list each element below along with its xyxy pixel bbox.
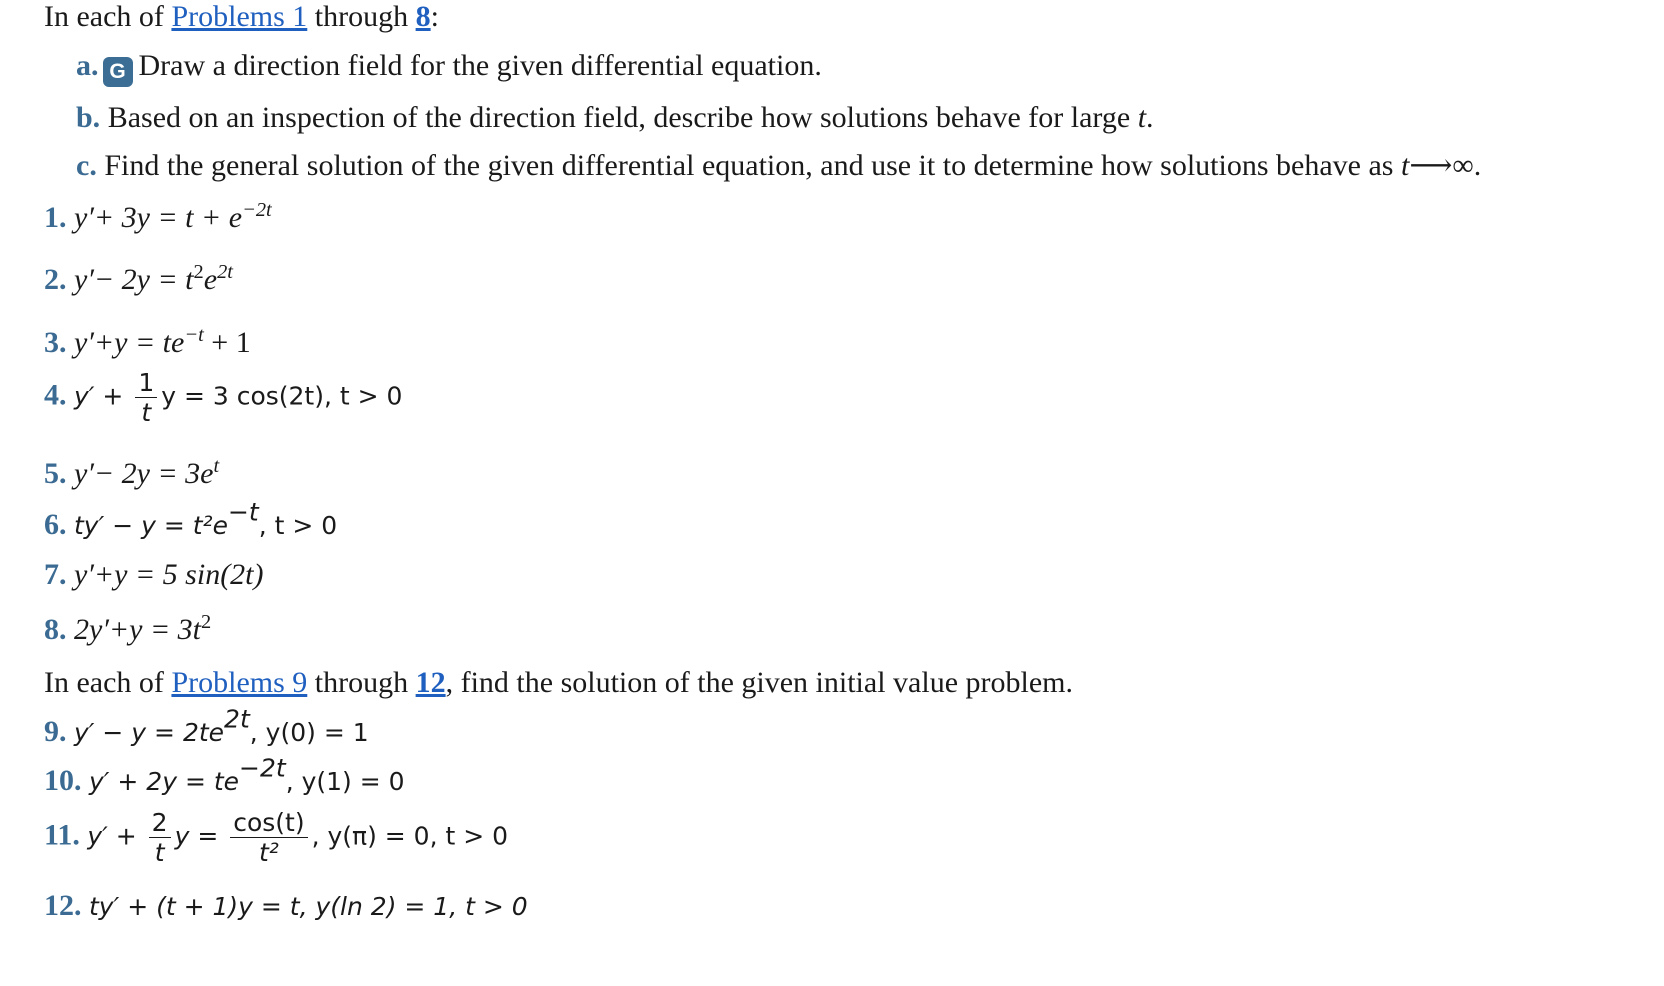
problem-number: 4. (44, 378, 67, 412)
intro-problems-1-8 (44, 2, 439, 32)
problem-7 (44, 560, 264, 590)
problem-12-link[interactable]: 12 (415, 666, 446, 699)
part-b-text: Based on an inspection of the direction field, describe how solutions behave for large (107, 101, 1138, 134)
problem-number: 3. (44, 326, 67, 359)
part-a-label: a. (76, 49, 99, 82)
equation-lhs: y′ + 2y = te (89, 767, 240, 796)
equation-lhs: y′+y = 5 sin(2t) (74, 558, 264, 591)
problem-6 (44, 497, 338, 541)
part-c-infinity: ∞ (1452, 149, 1474, 182)
equation-lhs: y′ + (87, 821, 145, 851)
equation-lhs: y′ − y = 2te (74, 718, 225, 747)
part-b (76, 103, 1154, 133)
equation-lhs: y′ + (74, 381, 132, 411)
problem-3 (44, 323, 251, 359)
problems-9-link[interactable]: Problems 9 (171, 666, 308, 699)
part-a (76, 51, 822, 87)
intro-suffix: , find the solution of the given initial value problem. (445, 666, 1073, 699)
part-c-label: c. (76, 149, 97, 182)
part-c-end: . (1473, 149, 1482, 182)
problem-number: 9. (44, 715, 67, 748)
fraction (135, 370, 157, 425)
problem-5 (44, 454, 220, 490)
part-b-end: . (1146, 101, 1154, 134)
equation-lhs: y′+y = te (74, 326, 185, 359)
intro-middle: through (307, 0, 416, 33)
equation-exponent: 2t (224, 704, 250, 734)
equation-lhs: y′− 2y = 3e (74, 457, 214, 490)
problem-1 (44, 198, 272, 234)
equation-mid: y = (174, 821, 227, 851)
fraction-numerator: 1 (135, 370, 157, 398)
fraction (149, 810, 171, 865)
fraction-denominator: t (141, 398, 152, 427)
equation-rhs: + 1 (203, 326, 251, 359)
problem-9 (44, 704, 369, 748)
fraction-2-numerator: cos(t) (230, 810, 307, 838)
intro-prefix: In each of (44, 0, 172, 33)
part-c-arrow: ⟶ (1409, 149, 1453, 182)
fraction-numerator: 2 (149, 810, 171, 838)
equation-rhs: , t > 0 (258, 511, 338, 540)
part-c-var: t (1400, 149, 1410, 182)
equation-exponent: −t (184, 323, 204, 346)
problem-2 (44, 260, 233, 296)
problem-number: 7. (44, 558, 67, 591)
problem-number: 11. (44, 818, 80, 852)
problem-number: 2. (44, 263, 67, 296)
equation-mid: e (203, 263, 218, 296)
problem-number: 8. (44, 613, 67, 646)
problem-number: 10. (44, 764, 82, 797)
part-c-text: Find the general solution of the given differential equation, and use it to determine how solutions behave as (104, 149, 1401, 182)
intro-problems-9-12 (44, 668, 1073, 698)
equation-lhs: 2y′+y = 3t (74, 613, 202, 646)
problem-12 (44, 891, 528, 921)
fraction-2 (230, 810, 307, 865)
problem-number: 1. (44, 201, 67, 234)
equation-rhs: , y(0) = 1 (249, 718, 369, 747)
equation-exponent: −2t (239, 753, 286, 783)
problem-number: 6. (44, 508, 67, 541)
intro-suffix: : (430, 0, 439, 33)
fraction-2-denominator: t² (258, 838, 279, 867)
equation-exponent: 2 (201, 610, 212, 633)
problem-11 (44, 810, 508, 865)
intro-prefix: In each of (44, 666, 172, 699)
problem-4 (44, 370, 402, 425)
equation-lhs: ty′ + (t + 1)y = t, y(ln 2) = 1, t > 0 (89, 892, 528, 921)
equation-lhs: ty′ − y = t²e (74, 511, 228, 540)
equation-lhs: y′− 2y = t (74, 263, 194, 296)
problem-number: 5. (44, 457, 67, 490)
intro-middle: through (307, 666, 416, 699)
fraction-denominator: t (154, 838, 165, 867)
problem-8-link[interactable]: 8 (415, 0, 431, 33)
equation-lhs: y′+ 3y = t + e (74, 201, 243, 234)
part-c (76, 151, 1481, 181)
graphing-g-icon[interactable]: G (103, 57, 133, 87)
equation-exponent: −2t (242, 198, 272, 221)
equation-rhs: , y(1) = 0 (285, 767, 405, 796)
part-b-label: b. (76, 101, 101, 134)
equation-exponent: t (213, 454, 220, 477)
equation-rhs: y = 3 cos(2t), t > 0 (161, 381, 403, 411)
problem-number: 12. (44, 889, 82, 922)
problems-1-link[interactable]: Problems 1 (171, 0, 308, 33)
problem-8 (44, 610, 212, 646)
part-a-text: Draw a direction field for the given differential equation. (138, 49, 822, 82)
equation-exponent: 2 (193, 260, 204, 283)
equation-exponent: −t (227, 497, 259, 527)
part-b-var: t (1137, 101, 1147, 134)
equation-rhs: , y(π) = 0, t > 0 (311, 821, 509, 851)
problem-10 (44, 753, 405, 797)
equation-exponent-2: 2t (217, 260, 233, 283)
